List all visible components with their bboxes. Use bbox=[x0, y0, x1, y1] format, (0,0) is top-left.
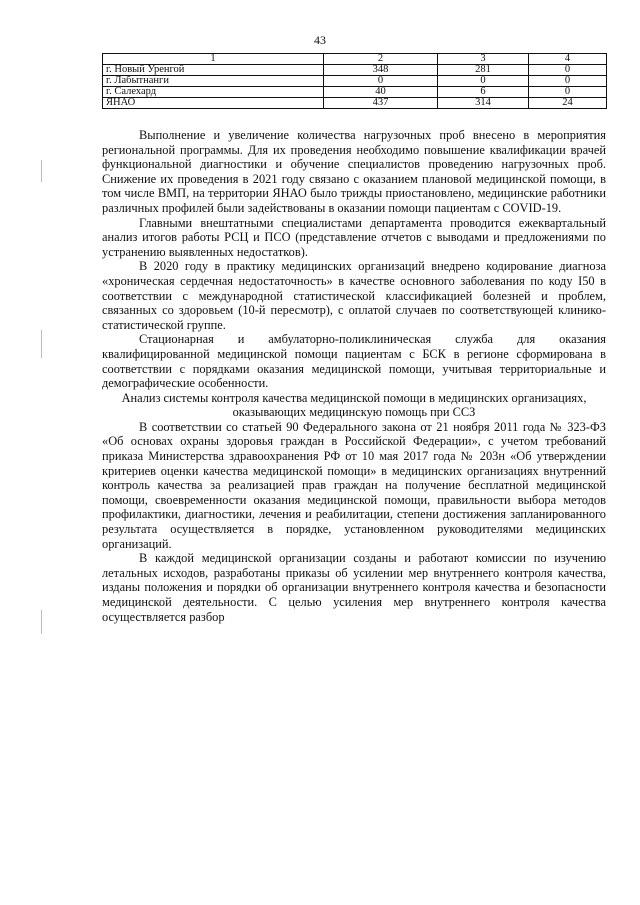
table-row bbox=[103, 98, 607, 109]
table-header-cell: 4 bbox=[529, 54, 607, 65]
table-cell: 437 bbox=[324, 98, 438, 109]
paragraph: В соответствии со статьей 90 Федерального закона от 21 ноября 2011 года № 323-ФЗ «Об основах охраны здоровья граждан в Российской Федерации», с учетом требований приказа Министерства здравоохранения РФ от 10 мая 2017 года № 203н «Об утверждении критериев оценки качества медицинской помощи» в медицинских организациях внутренний контроль качества за реализацией прав граждан на получение бесплатной медицинской помощи, своевременности оказания медицинской помощи, правильности выбора методов профилактики, диагностики, лечения и реабилитации, степени достижения запланированного результата осуществляется в порядке, установленном руководителями медицинских организаций. bbox=[102, 419, 606, 551]
paragraph: В каждой медицинской организации созданы и работают комиссии по изучению летальных исходов, разработаны приказы об усилении мер внутреннего контроля качества, изданы положения и порядки об организации внутреннего контроля качества и безопасности медицинской деятельности. С целью усиления мер внутреннего контроля качества осуществляется разбор bbox=[102, 551, 606, 624]
table-cell: 0 bbox=[438, 76, 529, 87]
table-row bbox=[103, 76, 607, 87]
paragraph: Выполнение и увеличение количества нагрузочных проб внесено в мероприятия региональной программы. Для их проведения необходимо повышение квалификации врачей функциональной диагностики и обучение специалистов проведению нагрузочных проб. Снижение их проведения в 2021 году связано с оказанием плановой медицинской помощи, в том числе ВМП, на территории ЯНАО было трижды приостановлено, медицинские работники различных профилей были задействованы в оказании помощи пациентам с COVID-19. bbox=[102, 128, 606, 215]
table-cell: 348 bbox=[324, 65, 438, 76]
table-cell: 40 bbox=[324, 87, 438, 98]
table-cell-city: г. Новый Уренгой bbox=[103, 65, 324, 76]
table-header-row bbox=[103, 54, 607, 65]
table-cell: 0 bbox=[529, 65, 607, 76]
document-body bbox=[102, 128, 606, 624]
section-heading: Анализ системы контроля качества медицинской помощи в медицинских организациях, оказывающих медицинскую помощь при ССЗ bbox=[121, 390, 587, 420]
table-cell-city: г. Салехард bbox=[103, 87, 324, 98]
data-table bbox=[102, 53, 607, 109]
paragraph: Стационарная и амбулаторно-поликлиническая служба для оказания квалифицированной медицинской помощи пациентам с БСК в регионе сформирована в соответствии с порядками оказания медицинской помощи, учитывая территориальные и демографические особенности. bbox=[102, 332, 606, 391]
table-cell: 6 bbox=[438, 87, 529, 98]
table-row bbox=[103, 65, 607, 76]
table-header-cell: 3 bbox=[438, 54, 529, 65]
table-header-cell: 2 bbox=[324, 54, 438, 65]
paragraph: Главными внештатными специалистами департамента проводится ежеквартальный анализ итогов работы РСЦ и ПСО (представление отчетов с выводами и предложениями по устранению выявленных недостатков). bbox=[102, 215, 606, 259]
table-cell: 281 bbox=[438, 65, 529, 76]
paragraph: В 2020 году в практику медицинских организаций внедрено кодирование диагноза «хроническая сердечная недостаточность» в качестве основного заболевания по коду I50 в соответствии с международной статистической классификацией болезней и проблем, связанных со здоровьем (10-й пересмотр), с оплатой случаев по соответствующей клинико-статистической группе. bbox=[102, 259, 606, 332]
table-cell: 24 bbox=[529, 98, 607, 109]
table-cell: 314 bbox=[438, 98, 529, 109]
table-cell-city: ЯНАО bbox=[103, 98, 324, 109]
page-number: 43 bbox=[314, 33, 326, 47]
table-cell: 0 bbox=[324, 76, 438, 87]
table-row bbox=[103, 87, 607, 98]
table-header-cell: 1 bbox=[103, 54, 324, 65]
table-cell: 0 bbox=[529, 87, 607, 98]
table-cell: 0 bbox=[529, 76, 607, 87]
scan-margin-mark bbox=[41, 160, 42, 182]
scan-margin-mark bbox=[41, 610, 42, 634]
table-cell-city: г. Лабытнанги bbox=[103, 76, 324, 87]
scan-margin-mark bbox=[41, 330, 42, 358]
